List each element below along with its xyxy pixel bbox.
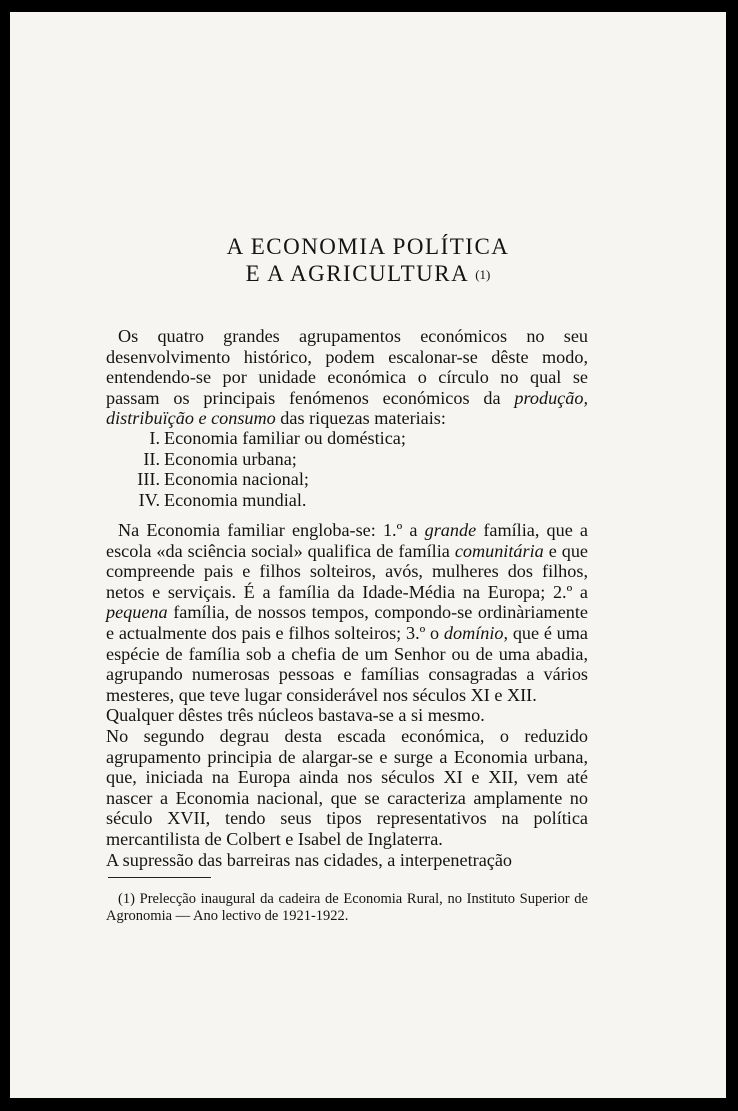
footnote [106, 891, 588, 925]
footnote-reference: (1) [475, 267, 491, 282]
p1-text-a: Na Economia familiar engloba-se: 1.º a [118, 520, 418, 540]
footnote-text: Prelecção inaugural da cadeira de Economia Rural, no Instituto Superior de Agronomia — Ano lectivo de 1921-1922. [106, 891, 588, 924]
page-title [10, 233, 726, 288]
paragraph-nucleos: Qualquer dêstes três núcleos bastava-se a si mesmo. [106, 705, 485, 726]
title-line-2-text: E A AGRICULTURA [245, 261, 468, 286]
intro-italic: produção, distribuïção e consumo [106, 387, 588, 429]
paragraph-urbana: No segundo degrau desta escada económica, o reduzido agrupamento principia de alargar-se e surge a Economia urbana, que, iniciada na Europa ainda nos séculos XI e XII, vem até nascer a Economia nacional, que se caracteriza amplamente no século XVII, tendo seus tipos representativos na política mercantilista de Colbert e Isabel de Inglaterra. [106, 725, 588, 849]
list-item [132, 428, 406, 449]
list-item-number: III. [137, 469, 160, 490]
intro-text-end: das riquezas materiais: [280, 408, 446, 429]
footnote-divider [108, 877, 211, 878]
list-item-label: Economia urbana; [164, 448, 297, 469]
p1-text-i: que é uma espécie de família sob a chefia de um Senhor ou de uma abadia, agrupando numerosas pessoas e famílias consagradas a vários mesteres, que teve lugar considerável nos séculos XI e XII. [106, 622, 588, 705]
body-text [106, 520, 588, 870]
title-line-1: A ECONOMIA POLÍTICA [226, 234, 510, 259]
list-item-number: II. [143, 448, 160, 469]
list-item-label: Economia familiar ou doméstica; [164, 428, 406, 448]
p1-text-e: e que compreende pais e filhos solteiros, avós, mulheres dos filhos, netos e serviçais. É a família da Idade-Média na Europa; 2.º a [106, 540, 588, 602]
list-item [132, 449, 406, 470]
p1-italic-dominio: domínio, [443, 622, 509, 643]
document-page [10, 12, 726, 1098]
p1-italic-comunitaria: comunitária [454, 540, 544, 561]
intro-paragraph [106, 326, 588, 429]
list-item [132, 490, 406, 511]
p1-text-c: família, que a escola «da sciência social» qualifica de família [106, 520, 589, 561]
footnote-number: (1) [118, 891, 135, 907]
p1-italic-pequena: pequena [106, 602, 168, 623]
list-item [132, 469, 406, 490]
paragraph-familiar [106, 520, 588, 705]
paragraph-supressao: A supressão das barreiras nas cidades, a interpenetração [106, 849, 513, 870]
list-item-label: Economia mundial. [164, 489, 307, 510]
economy-list [132, 428, 406, 510]
list-item-number: I. [149, 428, 160, 448]
list-item-label: Economia nacional; [164, 469, 309, 490]
intro-text: Os quatro grandes agrupamentos económicos no seu desenvolvimento histórico, podem escalonar-se dêste modo, entendendo-se por unidade económica o círculo no qual se passam os principais fenómenos económicos da [106, 326, 588, 408]
p1-italic-grande: grande [424, 520, 477, 540]
list-item-number: IV. [138, 489, 160, 510]
p1-text-g: família, de nossos tempos, compondo-se ordinàriamente e actualmente dos pais e filhos solteiros; 3.º o [106, 602, 588, 643]
title-line-2 [10, 260, 726, 288]
